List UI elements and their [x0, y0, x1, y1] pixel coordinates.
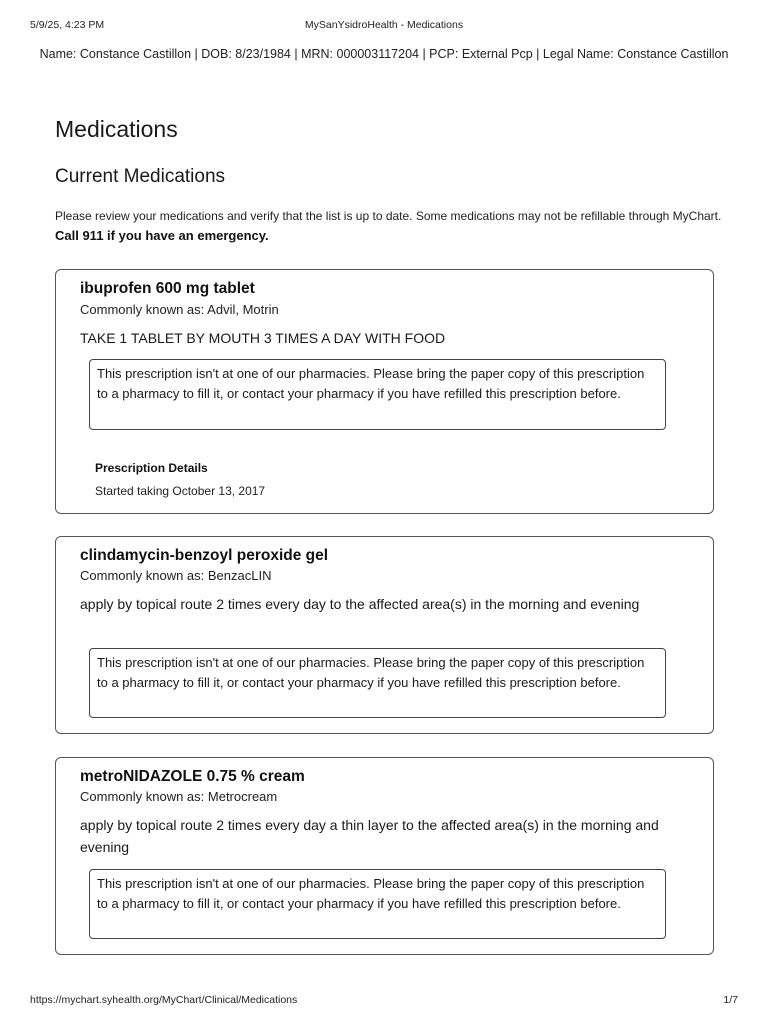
pharmacy-notice: This prescription isn't at one of our pharmacies. Please bring the paper copy of this prescription to a pharmacy to fill it, or contact your pharmacy if you have refilled this prescription before. [89, 359, 666, 430]
medication-card [55, 269, 714, 514]
medication-card [55, 536, 714, 734]
medication-name: clindamycin-benzoyl peroxide gel [80, 547, 329, 564]
emergency-notice: Call 911 if you have an emergency. [55, 228, 269, 243]
medication-card [55, 757, 714, 955]
medication-instructions: apply by topical route 2 times every day to the affected area(s) in the morning and evening [80, 596, 640, 612]
pharmacy-notice: This prescription isn't at one of our pharmacies. Please bring the paper copy of this prescription to a pharmacy to fill it, or contact your pharmacy if you have refilled this prescription before. [89, 648, 666, 718]
page-number: 1/7 [723, 994, 738, 1006]
page-title: Medications [55, 116, 178, 142]
print-page-title: MySanYsidroHealth - Medications [304, 19, 464, 31]
medication-name: metroNIDAZOLE 0.75 % cream [80, 768, 305, 785]
medication-common-name: Commonly known as: BenzacLIN [80, 568, 272, 583]
medication-common-name: Commonly known as: Metrocream [80, 789, 278, 804]
section-title: Current Medications [55, 166, 226, 187]
print-datetime: 5/9/25, 4:23 PM [30, 19, 105, 31]
medication-instructions: apply by topical route 2 times every day a thin layer to the affected area(s) in the morning and evening [80, 817, 659, 855]
medication-common-name: Commonly known as: Advil, Motrin [80, 302, 279, 317]
medication-name: ibuprofen 600 mg tablet [80, 280, 255, 297]
print-footer [30, 994, 738, 1008]
prescription-start-date: Started taking October 13, 2017 [95, 484, 266, 498]
print-url: https://mychart.syhealth.org/MyChart/Clinical/Medications [30, 994, 298, 1006]
intro-text: Please review your medications and verify that the list is up to date. Some medications may not be refillable through MyChart. [55, 209, 722, 223]
pharmacy-notice: This prescription isn't at one of our pharmacies. Please bring the paper copy of this prescription to a pharmacy to fill it, or contact your pharmacy if you have refilled this prescription before. [89, 869, 666, 939]
prescription-details-label: Prescription Details [95, 461, 208, 475]
print-header [30, 19, 738, 33]
medication-instructions: TAKE 1 TABLET BY MOUTH 3 TIMES A DAY WITH FOOD [80, 330, 446, 346]
patient-banner: Name: Constance Castillon | DOB: 8/23/1984 | MRN: 000003117204 | PCP: External Pcp | Legal Name: Constance Castillon [39, 47, 729, 61]
